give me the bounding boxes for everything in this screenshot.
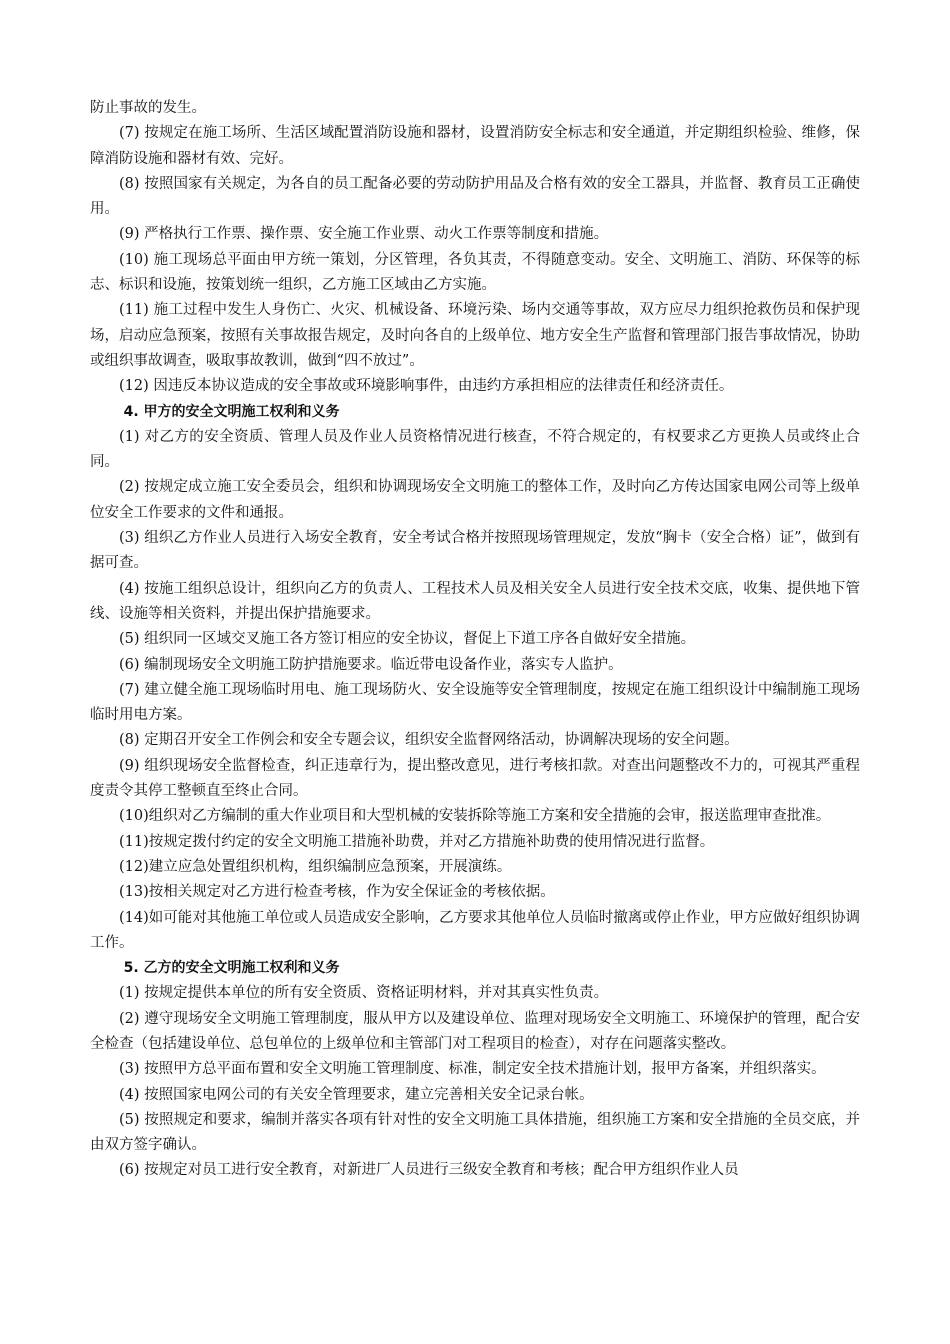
paragraph-s4-item-9: (9) 组织现场安全监督检查，纠正违章行为，提出整改意见，进行考核扣款。对查出问题整改不力的，可视其严重程度责令其停工整顿直至终止合同。 (90, 757, 860, 800)
paragraph-s4-item-4: (4) 按施工组织总设计，组织向乙方的负责人、工程技术人员及相关安全人员进行安全技术交底，收集、提供地下管线、设施等相关资料，并提出保护措施要求。 (90, 580, 860, 622)
paragraph-s4-item-1: (1) 对乙方的安全资质、管理人员及作业人员资格情况进行核查，不符合规定的，有权要求乙方更换人员或终止合同。 (90, 428, 860, 471)
paragraph-continuation: 防止事故的发生。 (90, 100, 206, 116)
paragraph-s4-item-5: (5) 组织同一区域交叉施工各方签订相应的安全协议，督促上下道工序各自做好安全措施。 (119, 631, 696, 648)
paragraph-s5-item-3: (3) 按照甲方总平面布置和安全文明施工管理制度、标准，制定安全技术措施计划，报甲方备案，并组织落实。 (119, 1061, 826, 1078)
paragraph-s4-item-11: (11)按规定拨付约定的安全文明施工措施补助费，并对乙方措施补助费的使用情况进行监督。 (119, 833, 715, 850)
paragraph-item-10: (10) 施工现场总平面由甲方统一策划，分区管理，各负其责，不得随意变动。安全、文明施工、消防、环保等的标志、标识和设施，按策划统一组织，乙方施工区域由乙方实施。 (90, 251, 860, 294)
paragraph-item-8: (8) 按照国家有关规定，为各自的员工配备必要的劳动防护用品及合格有效的安全工器具，并监督、教育员工正确使用。 (90, 175, 860, 218)
paragraph-s5-item-4: (4) 按照国家电网公司的有关安全管理要求，建立完善相关安全记录台帐。 (119, 1086, 594, 1103)
paragraph-s5-item-6: (6) 按规定对员工进行安全教育，对新进厂人员进行三级安全教育和考核；配合甲方组织作业人员 (119, 1162, 739, 1179)
paragraph-s4-item-13: (13)按相关规定对乙方进行检查考核，作为安全保证金的考核依据。 (119, 884, 555, 901)
paragraph-s5-item-1: (1) 按规定提供本单位的所有安全资质、资格证明材料，并对其真实性负责。 (119, 985, 609, 1002)
paragraph-s4-item-3: (3) 组织乙方作业人员进行入场安全教育，安全考试合格并按照现场管理规定，发放“胸卡（安全合格）证”，做到有据可查。 (90, 530, 860, 572)
paragraph-s4-item-14: (14)如可能对其他施工单位或人员造成安全影响，乙方要求其他单位人员临时撤离或停止作业，甲方应做好组织协调工作。 (90, 909, 860, 951)
paragraph-s4-item-12: (12)建立应急处置组织机构，组织编制应急预案，开展演练。 (119, 858, 512, 875)
paragraph-s4-item-8: (8) 定期召开安全工作例会和安全专题会议，组织安全监督网络活动，协调解决现场的安全问题。 (119, 732, 739, 749)
paragraph-s4-item-7: (7) 建立健全施工现场临时用电、施工现场防火、安全设施等安全管理制度，按规定在施工组织设计中编制施工现场临时用电方案。 (90, 681, 860, 724)
section-heading-5: 5. 乙方的安全文明施工权利和义务 (123, 960, 340, 977)
paragraph-s5-item-5: (5) 按照规定和要求，编制并落实各项有针对性的安全文明施工具体措施，组织施工方案和安全措施的全员交底，并由双方签字确认。 (90, 1111, 860, 1154)
paragraph-s4-item-2: (2) 按规定成立施工安全委员会，组织和协调现场安全文明施工的整体工作，及时向乙方传达国家电网公司等上级单位安全工作要求的文件和通报。 (90, 479, 860, 521)
paragraph-s4-item-10: (10)组织对乙方编制的重大作业项目和大型机械的安装拆除等施工方案和安全措施的会审，报送监理审查批准。 (119, 808, 831, 825)
document-page (90, 96, 860, 1184)
paragraph-s5-item-2: (2) 遵守现场安全文明施工管理制度，服从甲方以及建设单位、监理对现场安全文明施工、环境保护的管理，配合安全检查（包括建设单位、总包单位的上级单位和主管部门对工程项目的检查），对存在问题落实整改。 (90, 1010, 860, 1052)
paragraph-item-12: (12) 因违反本协议造成的安全事故或环境影响事件，由违约方承担相应的法律责任和经济责任。 (119, 378, 734, 395)
paragraph-s4-item-6: (6) 编制现场安全文明施工防护措施要求。临近带电设备作业，落实专人监护。 (119, 656, 623, 673)
paragraph-item-7: (7) 按规定在施工场所、生活区域配置消防设施和器材，设置消防安全标志和安全通道，并定期组织检验、维修，保障消防设施和器材有效、完好。 (90, 125, 860, 167)
paragraph-item-9: (9) 严格执行工作票、操作票、安全施工作业票、动火工作票等制度和措施。 (119, 226, 609, 243)
paragraph-item-11: (11) 施工过程中发生人身伤亡、火灾、机械设备、环境污染、场内交通等事故，双方应尽力组织抢救伤员和保护现场，启动应急预案，按照有关事故报告规定，及时向各自的上级单位、地方安全生产监督和管理部门报告事故情况，协助或组织事故调查，吸取事故教训，做到“四不放过”。 (90, 302, 860, 369)
section-heading-4: 4. 甲方的安全文明施工权利和义务 (123, 403, 340, 420)
